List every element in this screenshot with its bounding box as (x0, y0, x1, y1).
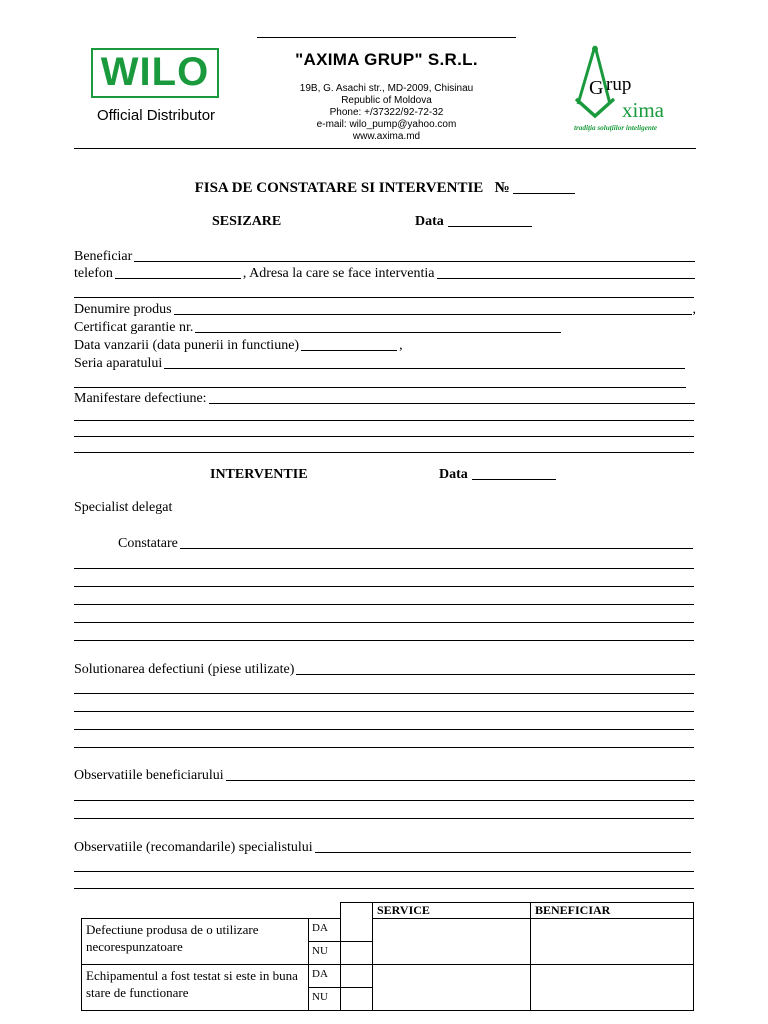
beneficiar-field[interactable] (134, 261, 695, 262)
observatii-specialist-line-3[interactable] (74, 888, 694, 889)
interventie-date-field[interactable] (472, 479, 556, 480)
seria-row (74, 355, 686, 372)
sesizare-date-field[interactable] (448, 226, 532, 227)
constatare-line-4[interactable] (74, 604, 694, 605)
logo-letter-g: G (589, 77, 604, 99)
da-checkbox[interactable] (341, 919, 373, 942)
beneficiar-column-header: BENEFICIAR (531, 903, 694, 919)
service-signature-cell[interactable] (373, 919, 531, 965)
manifestare-row (74, 390, 696, 407)
constatare-line-5[interactable] (74, 622, 694, 623)
company-name: "AXIMA GRUP" S.R.L. (295, 50, 478, 69)
beneficiar-row (74, 248, 696, 265)
observatii-specialist-field[interactable] (315, 852, 691, 853)
adresa-label: , Adresa la care se face interventia (242, 266, 435, 281)
seria-line-2[interactable] (74, 387, 686, 388)
solutionarea-line-3[interactable] (74, 711, 694, 712)
adresa-line-2[interactable] (74, 297, 694, 298)
header-bottom-rule (74, 148, 696, 149)
manifestare-line-3[interactable] (74, 436, 694, 437)
official-distributor-label: Official Distributor (96, 107, 216, 124)
observatii-specialist-label: Observatiile (recomandarile) specialistului (74, 840, 313, 855)
solutionarea-line-5[interactable] (74, 747, 694, 748)
company-address: 19B, G. Asachi str., MD-2009, Chisinau (299, 83, 474, 94)
nu-checkbox[interactable] (341, 988, 373, 1011)
manifestare-line-4[interactable] (74, 452, 694, 453)
interventie-date-label: Data (439, 467, 468, 482)
observatii-beneficiar-row (74, 767, 696, 784)
observatii-beneficiar-field[interactable] (226, 780, 695, 781)
sesizare-date-label: Data (415, 214, 444, 229)
solutionarea-row (74, 661, 696, 678)
solutionarea-field[interactable] (296, 674, 695, 675)
telefon-label: telefon (74, 266, 113, 281)
logo-word-axima: xima (622, 98, 664, 122)
observatii-beneficiar-line-3[interactable] (74, 818, 694, 819)
interventie-date (439, 467, 556, 483)
observatii-beneficiar-line-2[interactable] (74, 800, 694, 801)
observatii-specialist-row (74, 839, 692, 856)
table-corner-cell (341, 903, 373, 919)
da-label: DA (309, 919, 341, 942)
denumire-field[interactable] (174, 314, 692, 315)
seria-label: Seria aparatului (74, 356, 163, 371)
denumire-label: Denumire produs (74, 302, 172, 317)
observatii-specialist-line-2[interactable] (74, 871, 694, 872)
axima-logo (568, 44, 668, 134)
constatare-field[interactable] (180, 548, 693, 549)
sesizare-heading: SESIZARE (212, 214, 282, 229)
manifestare-label: Manifestare defectiune: (74, 391, 207, 406)
form-title (140, 180, 630, 197)
header-top-rule (257, 37, 516, 38)
question-cell: Defectiune produsa de o utilizare necorespunzatoare (82, 919, 309, 965)
form-title-text: FISA DE CONSTATARE SI INTERVENTIE (194, 180, 484, 196)
beneficiar-signature-cell[interactable] (531, 965, 694, 1011)
form-number-label: № (494, 180, 510, 196)
table-row (82, 919, 694, 942)
adresa-field[interactable] (437, 278, 696, 279)
company-email: e-mail: wilo_pump@yahoo.com (316, 119, 457, 130)
solutionarea-line-4[interactable] (74, 729, 694, 730)
data-vanzarii-field[interactable] (301, 350, 397, 351)
service-signature-cell[interactable] (373, 965, 531, 1011)
specialist-delegat-label: Specialist delegat (74, 500, 173, 515)
manifestare-field[interactable] (209, 403, 695, 404)
sesizare-date (415, 214, 532, 230)
solutionarea-line-2[interactable] (74, 693, 694, 694)
table-row (82, 965, 694, 988)
constatare-line-3[interactable] (74, 586, 694, 587)
observatii-beneficiar-label: Observatiile beneficiarului (74, 768, 224, 783)
wilo-logo: WILO (100, 50, 210, 94)
form-number-field[interactable] (513, 193, 575, 194)
beneficiar-signature-cell[interactable] (531, 919, 694, 965)
service-column-header: SERVICE (373, 903, 531, 919)
da-checkbox[interactable] (341, 965, 373, 988)
constatare-row (118, 535, 694, 552)
constatare-label: Constatare (118, 536, 178, 551)
company-country: Republic of Moldova (341, 95, 432, 106)
seria-field[interactable] (164, 368, 685, 369)
solutionarea-label: Solutionarea defectiuni (piese utilizate) (74, 662, 295, 677)
nu-checkbox[interactable] (341, 942, 373, 965)
data-vanzarii-label: Data vanzarii (data punerii in functiune) (74, 338, 300, 353)
constatare-line-2[interactable] (74, 568, 694, 569)
denumire-row: Denumire produs , (74, 302, 696, 317)
beneficiar-label: Beneficiar (74, 249, 133, 264)
company-phone: Phone: +/37322/92-72-32 (329, 107, 444, 118)
question-cell: Echipamentul a fost testat si este in buna stare de functionare (82, 965, 309, 1011)
verification-table (81, 902, 694, 1011)
company-contact (257, 83, 516, 143)
telefon-row (74, 265, 696, 282)
constatare-line-6[interactable] (74, 640, 694, 641)
nu-label: NU (309, 942, 341, 965)
table-header-row (82, 903, 694, 919)
certificat-row (74, 319, 562, 336)
da-label: DA (309, 965, 341, 988)
telefon-field[interactable] (115, 278, 241, 279)
logo-word-grup: rup (606, 74, 632, 95)
certificat-label: Certificat garantie nr. (74, 320, 194, 335)
manifestare-line-2[interactable] (74, 420, 694, 421)
logo-tagline: tradiţia soluţiilor inteligente (574, 124, 658, 132)
data-vanzarii-row: Data vanzarii (data punerii in functiune) , (74, 338, 403, 353)
company-website: www.axima.md (352, 131, 421, 142)
interventie-heading: INTERVENTIE (210, 467, 308, 482)
nu-label: NU (309, 988, 341, 1011)
certificat-field[interactable] (195, 332, 561, 333)
